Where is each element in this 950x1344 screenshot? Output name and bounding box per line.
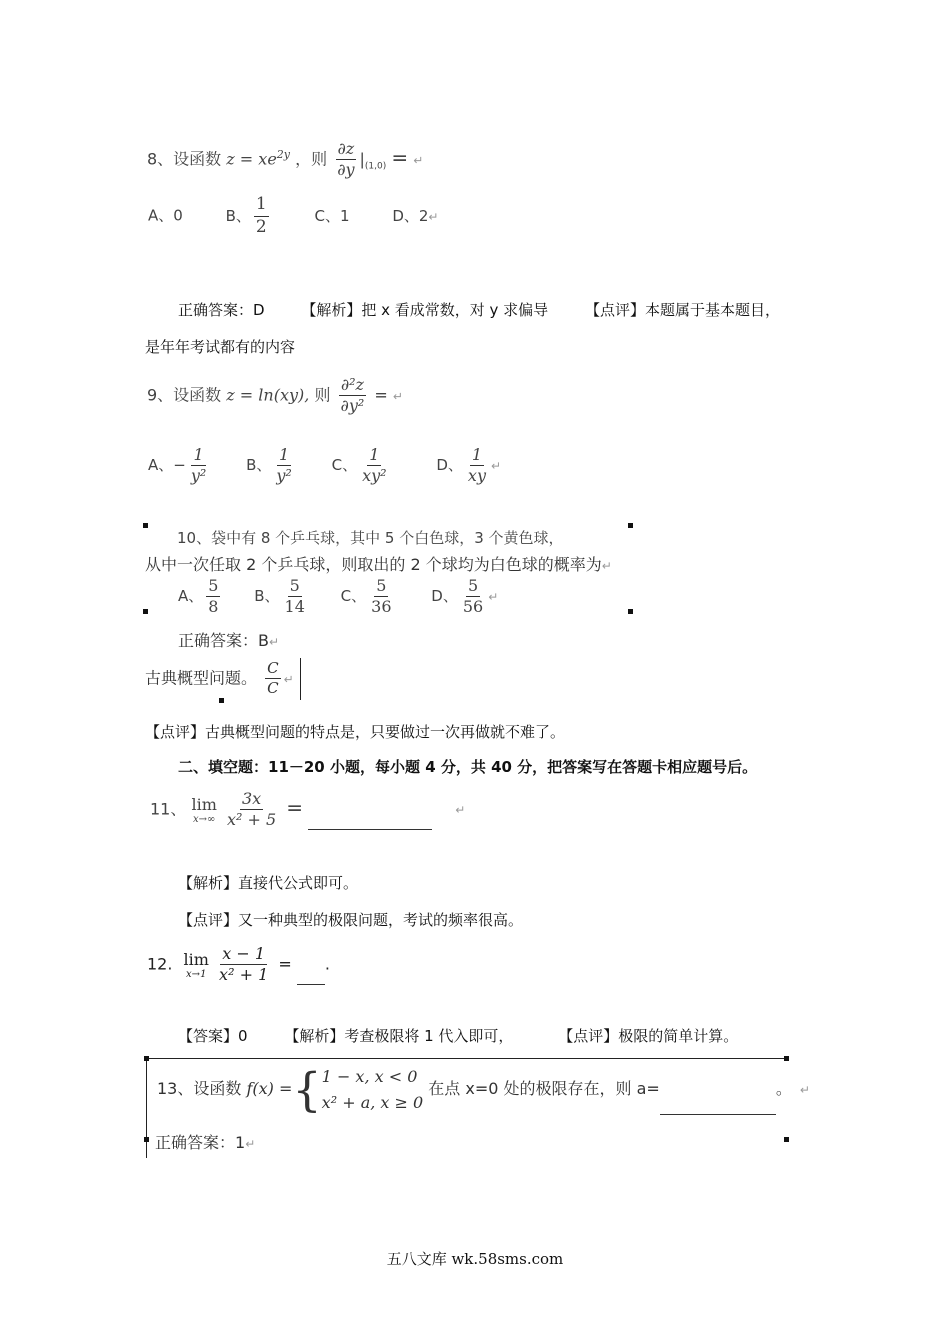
q8-option-b: B、 $\frac{1}{2}$ — [225, 194, 267, 237]
q8-eval-point: (1,0) — [364, 161, 387, 172]
q8-option-a: A、0 — [148, 206, 183, 225]
q13-answer-blank[interactable] — [660, 1114, 776, 1115]
selection-handle[interactable] — [144, 1137, 149, 1142]
q12-answer-line — [178, 1025, 738, 1046]
q12-analysis: 【解析】考查极限将 1 代入即可， — [284, 1027, 514, 1045]
q10-options — [178, 577, 498, 617]
q13-answer: 正确答案：1↵ — [155, 1133, 256, 1152]
q12-stem: 12. lim x→1 $\frac{x - 1}{\text{x² + 1}}$ = . — [147, 944, 330, 985]
selection-handle[interactable] — [784, 1056, 789, 1061]
q8-comment-continued: 是年年考试都有的内容 — [145, 338, 296, 356]
q8-answer-line — [178, 299, 780, 320]
q9-derivative: $\frac{\text{∂²z}}{\text{∂y²}}$ — [340, 375, 365, 416]
q11-stem: 11、 lim x→∞ $\frac{3x}{\text{x² + 5}}$ = ↵ — [150, 789, 466, 830]
q8-then: ，则 — [295, 149, 328, 169]
q9-prefix: 9、设函数 — [147, 385, 222, 405]
frame-top-border — [146, 1058, 788, 1059]
footer-watermark: 五八文库 wk.58sms.com — [386, 1250, 564, 1268]
q11-comment: 【点评】又一种典型的极限问题，考试的频率很高。 — [178, 911, 524, 929]
q12-limit: lim x→1 — [183, 949, 209, 980]
q10-stem-line1: 10、袋中有 8 个乒乓球，其中 5 个白色球，3 个黄色球， — [177, 529, 564, 547]
q8-options — [148, 195, 438, 237]
frame-left-border — [146, 1058, 147, 1158]
q8-prefix: 8、设函数 — [147, 149, 222, 169]
q11-limit: lim x→∞ — [191, 794, 217, 825]
q10-classic-line: 古典概型问题。 $\frac{C}{C}$ ↵ — [145, 659, 294, 698]
selection-handle[interactable] — [628, 523, 633, 528]
selection-handle[interactable] — [219, 698, 224, 703]
q13-function: f(x) = — [246, 1079, 293, 1099]
q13-cases: 1 − x, x < 0 x² + a, x ≥ 0 — [321, 1067, 424, 1112]
q13-stem: 13、设函数 f(x) ={ 1 − x, x < 0 x² + a, x ≥ 0 在点 x=0 处的极限存在，则 a= 。 ↵ — [157, 1062, 810, 1117]
q8-answer: 正确答案：D — [178, 301, 265, 319]
q12-answer-blank[interactable] — [297, 984, 325, 985]
q8-comment: 【点评】本题属于基本题目， — [584, 301, 780, 319]
selection-handle[interactable] — [144, 1056, 149, 1061]
q12-comment: 【点评】极限的简单计算。 — [558, 1027, 739, 1045]
q9-option-a: A、− $\frac{1}{\text{y²}}$ — [148, 445, 207, 486]
q10-answer: 正确答案：B↵ — [178, 631, 280, 650]
q12-answer: 【答案】0 — [178, 1027, 248, 1045]
q11-answer-blank[interactable] — [308, 829, 432, 830]
q10-stem-line2: 从中一次任取 2 个乒乓球，则取出的 2 个球均为白色球的概率为↵ — [145, 555, 612, 574]
selection-handle[interactable] — [628, 609, 633, 614]
q11-fraction: $\frac{3x}{\text{x² + 5}}$ — [226, 789, 277, 830]
q8-function: z = xe — [226, 149, 277, 169]
q10-option-d: D、 $\frac{5}{56}$ ↵ — [431, 576, 499, 617]
q9-options — [148, 446, 501, 486]
piecewise-brace-icon: { — [292, 1062, 322, 1117]
q9-option-c: C、 $\frac{1}{\text{xy²}}$ — [331, 445, 387, 486]
q12-fraction: $\frac{x - 1}{\text{x² + 1}}$ — [219, 944, 269, 985]
q9-stem: 9、设函数 z = ln(xy), 则 $\frac{\text{∂²z}}{\text{∂y²}}$ = ↵ — [147, 375, 403, 416]
q10-combination: $\frac{C}{C}$ — [267, 659, 279, 698]
q10-option-a: A、 $\frac{5}{8}$ — [178, 576, 219, 617]
q10-option-b: B、 $\frac{5}{14}$ — [254, 576, 305, 617]
q9-function: z = ln(xy), — [226, 385, 310, 405]
q8-option-c: C、1 — [314, 206, 350, 225]
q8-derivative: $\frac{\partial z}{\partial y}$ — [337, 139, 355, 180]
section-title: 二、填空题：11－20 小题，每小题 4 分，共 40 分，把答案写在答题卡相应题号后。 — [178, 758, 758, 776]
q10-classic: 古典概型问题。 — [145, 668, 258, 688]
selection-handle[interactable] — [784, 1137, 789, 1142]
text-cursor — [300, 658, 301, 700]
q10-option-c: C、 $\frac{5}{36}$ — [340, 576, 392, 617]
return-mark: ↵ — [413, 153, 424, 168]
q8-analysis: 【解析】把 x 看成常数，对 y 求偏导 — [301, 301, 549, 319]
q9-option-d: D、 $\frac{1}{xy}$ ↵ — [436, 445, 502, 486]
selection-handle[interactable] — [143, 523, 148, 528]
selection-handle[interactable] — [143, 609, 148, 614]
q8-exponent: 2y — [276, 148, 290, 162]
q11-analysis: 【解析】直接代公式即可。 — [178, 874, 359, 892]
q9-option-b: B、 $\frac{1}{\text{y²}}$ — [246, 445, 292, 486]
q8-stem: 8、设函数 $z = xe^{2y}$ ，则 $\frac{\partial z}{\partial y}$ $|_{(1,0)}$ = ↵ — [147, 139, 424, 180]
q8-option-d: D、2↵ — [392, 206, 439, 225]
q10-comment: 【点评】古典概型问题的特点是，只要做过一次再做就不难了。 — [145, 723, 566, 741]
